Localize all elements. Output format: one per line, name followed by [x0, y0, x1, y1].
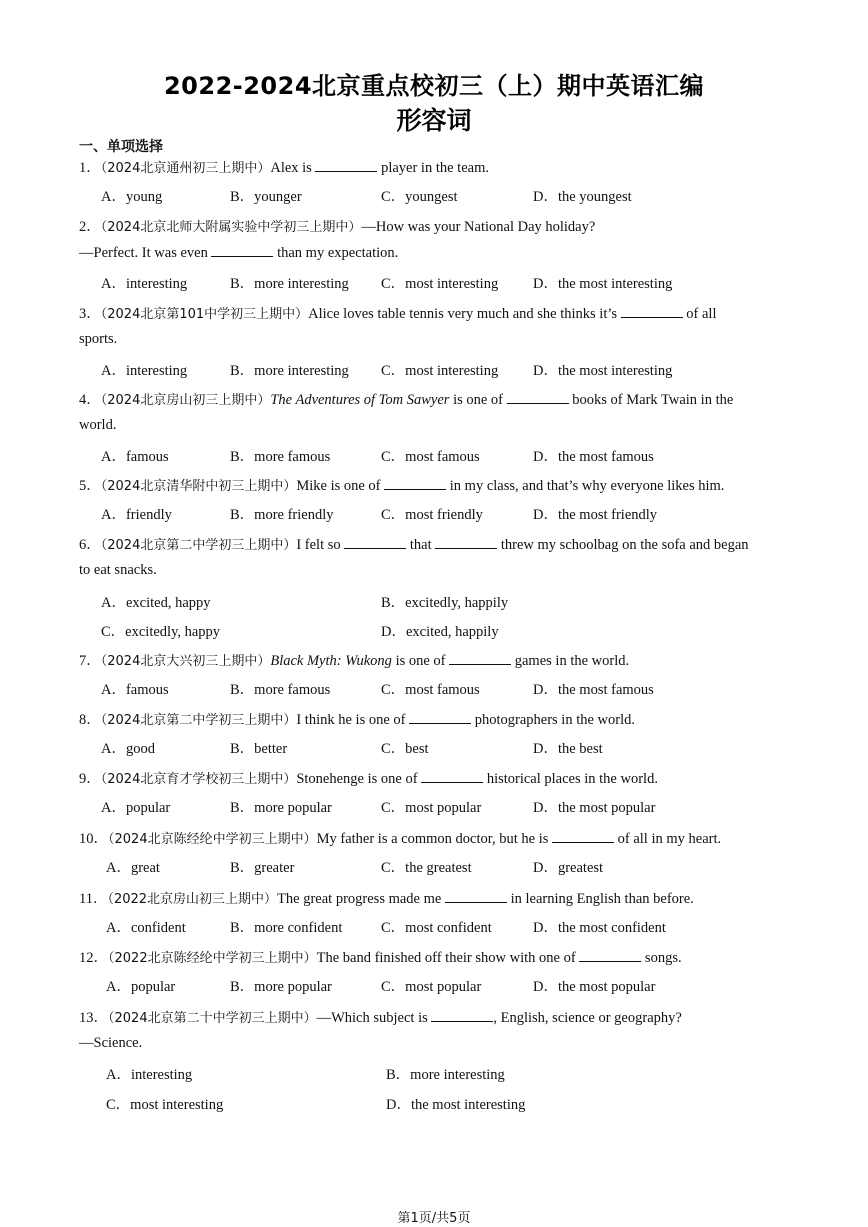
option-c[interactable]: C．most famous	[381, 449, 480, 465]
option-b[interactable]: B．greater	[230, 860, 295, 876]
question-text: sports.	[79, 331, 118, 347]
question-text: historical places in the world.	[483, 771, 658, 787]
answer-blank[interactable]	[621, 305, 683, 318]
question-text: is one of	[391, 653, 450, 669]
answer-blank[interactable]	[507, 391, 569, 404]
question-source: （2024北京通州初三上期中）	[100, 161, 271, 176]
option-a[interactable]: A．interesting	[101, 276, 188, 292]
question-7	[79, 649, 629, 670]
answer-blank[interactable]	[435, 536, 497, 549]
question-text: —Perfect. It was even	[79, 245, 212, 261]
question-continuation	[79, 331, 117, 348]
option-a[interactable]: A．famous	[101, 682, 169, 698]
option-b[interactable]: B．more interesting	[230, 363, 349, 379]
option-b[interactable]: B．more popular	[230, 979, 332, 995]
option-c[interactable]: C．most confident	[381, 920, 492, 936]
option-a[interactable]: A．good	[101, 741, 155, 757]
option-b[interactable]: B．excitedly, happily	[381, 595, 509, 611]
question-text: Alex is	[270, 160, 316, 176]
option-a[interactable]: A．interesting	[106, 1067, 193, 1083]
question-source: （2024北京北师大附属实验中学初三上期中）	[100, 220, 362, 235]
answer-blank[interactable]	[211, 244, 273, 257]
book-title: The Adventures of Tom Sawyer	[270, 392, 450, 408]
option-b[interactable]: B．more friendly	[230, 507, 334, 523]
question-text: —How was your National Day holiday?	[361, 219, 596, 235]
book-title: Black Myth: Wukong	[270, 653, 392, 669]
question-text: threw my schoolbag on the sofa and began	[497, 537, 749, 553]
section-heading: 一、单项选择	[79, 139, 163, 155]
question-source: （2024北京第二中学初三上期中）	[100, 713, 297, 728]
question-text: Alice loves table tennis very much and she thinks it’s	[308, 306, 621, 322]
option-c[interactable]: C．most famous	[381, 682, 480, 698]
document-title: 2022-2024北京重点校初三（上）期中英语汇编	[163, 72, 705, 100]
option-b[interactable]: B．more interesting	[230, 276, 349, 292]
answer-blank[interactable]	[409, 711, 471, 724]
option-d[interactable]: D．the most confident	[533, 920, 666, 936]
question-source: （2024北京清华附中初三上期中）	[100, 479, 297, 494]
question-2	[79, 215, 595, 236]
question-source: （2022北京陈经纶中学初三上期中）	[108, 951, 317, 966]
option-a[interactable]: A．famous	[101, 449, 169, 465]
question-text: Mike is one of	[296, 478, 385, 494]
option-a[interactable]: A．excited, happy	[101, 595, 211, 611]
question-source: （2024北京第二中学初三上期中）	[100, 538, 297, 553]
option-d[interactable]: D．the best	[533, 741, 603, 757]
answer-blank[interactable]	[421, 770, 483, 783]
question-text: —Science.	[79, 1035, 143, 1051]
option-c[interactable]: C．best	[381, 741, 429, 757]
question-text: in learning English than before.	[506, 891, 694, 907]
question-text: than my expectation.	[273, 245, 399, 261]
answer-blank[interactable]	[384, 477, 446, 490]
question-number: 3．	[79, 306, 101, 322]
question-text: player in the team.	[377, 160, 489, 176]
question-continuation	[79, 562, 157, 579]
option-c[interactable]: C．most popular	[381, 979, 482, 995]
question-continuation	[79, 417, 116, 434]
question-text: games in the world.	[511, 653, 630, 669]
question-8	[79, 708, 635, 729]
question-source: （2024北京大兴初三上期中）	[100, 654, 271, 669]
question-number: 2．	[79, 219, 101, 235]
question-text: to eat snacks.	[79, 562, 157, 578]
question-text: Stonehenge is one of	[296, 771, 422, 787]
answer-blank[interactable]	[315, 159, 377, 172]
option-b[interactable]: B．more interesting	[386, 1067, 505, 1083]
option-c[interactable]: C．the greatest	[381, 860, 472, 876]
answer-blank[interactable]	[431, 1009, 493, 1022]
option-d[interactable]: D．the most popular	[533, 979, 656, 995]
question-10	[79, 827, 721, 848]
question-number: 7．	[79, 653, 101, 669]
question-text: The band finished off their show with one of	[316, 950, 580, 966]
question-number: 1．	[79, 160, 101, 176]
question-text: I think he is one of	[296, 712, 410, 728]
option-a[interactable]: A．interesting	[101, 363, 188, 379]
option-d[interactable]: D．excited, happily	[381, 624, 499, 640]
option-c[interactable]: C．most interesting	[106, 1097, 224, 1113]
question-number: 5．	[79, 478, 101, 494]
option-c[interactable]: C．youngest	[381, 189, 458, 205]
option-b[interactable]: B．more famous	[230, 682, 331, 698]
question-number: 9．	[79, 771, 101, 787]
question-12	[79, 946, 682, 967]
option-c[interactable]: C．excitedly, happy	[101, 624, 221, 640]
option-c[interactable]: C．most interesting	[381, 363, 499, 379]
question-text: books of Mark Twain in the	[568, 392, 734, 408]
option-a[interactable]: A．young	[101, 189, 163, 205]
question-9	[79, 767, 658, 788]
option-d[interactable]: D．greatest	[533, 860, 604, 876]
question-number: 11．	[79, 891, 108, 907]
question-1	[79, 156, 489, 177]
question-text: —Which subject is	[316, 1010, 432, 1026]
question-source: （2024北京第二十中学初三上期中）	[108, 1011, 317, 1026]
question-text: is one of	[449, 392, 507, 408]
question-number: 6．	[79, 537, 101, 553]
option-a[interactable]: A．friendly	[101, 507, 172, 523]
document-subtitle: 形容词	[396, 106, 472, 135]
option-b[interactable]: B．better	[230, 741, 288, 757]
option-c[interactable]: C．most popular	[381, 800, 482, 816]
question-source: （2024北京第101中学初三上期中）	[100, 307, 309, 322]
question-13	[79, 1006, 682, 1027]
question-6	[79, 533, 749, 554]
question-number: 10．	[79, 831, 108, 847]
question-source: （2024北京陈经纶中学初三上期中）	[108, 832, 317, 847]
question-4	[79, 388, 733, 409]
question-text: that	[406, 537, 436, 553]
question-text: of all in my heart.	[614, 831, 722, 847]
question-text: in my class, and that’s why everyone likes him.	[446, 478, 725, 494]
answer-blank[interactable]	[552, 830, 614, 843]
question-text: of all	[682, 306, 717, 322]
option-d[interactable]: D．the youngest	[533, 189, 632, 205]
option-b[interactable]: B．more confident	[230, 920, 343, 936]
question-5	[79, 474, 724, 495]
question-text: My father is a common doctor, but he is	[316, 831, 552, 847]
option-d[interactable]: D．the most interesting	[533, 276, 673, 292]
option-c[interactable]: C．most interesting	[381, 276, 499, 292]
question-number: 8．	[79, 712, 101, 728]
answer-blank[interactable]	[344, 536, 406, 549]
question-source: （2024北京房山初三上期中）	[100, 393, 271, 408]
question-11	[79, 887, 694, 908]
option-d[interactable]: D．the most interesting	[386, 1097, 526, 1113]
option-d[interactable]: D．the most famous	[533, 682, 654, 698]
page-footer: 第1页/共5页	[397, 1211, 471, 1226]
option-d[interactable]: D．the most famous	[533, 449, 654, 465]
question-number: 4．	[79, 392, 101, 408]
question-text: world.	[79, 417, 117, 433]
question-source: （2022北京房山初三上期中）	[107, 892, 278, 907]
question-source: （2024北京育才学校初三上期中）	[100, 772, 297, 787]
question-text: The great progress made me	[277, 891, 445, 907]
answer-blank[interactable]	[579, 949, 641, 962]
question-text: I felt so	[296, 537, 345, 553]
option-a[interactable]: A．great	[106, 860, 160, 876]
question-text: photographers in the world.	[471, 712, 636, 728]
option-b[interactable]: B．more famous	[230, 449, 331, 465]
option-d[interactable]: D．the most interesting	[533, 363, 673, 379]
question-3	[79, 302, 716, 323]
question-number: 13．	[79, 1010, 108, 1026]
answer-blank[interactable]	[445, 890, 507, 903]
option-a[interactable]: A．confident	[106, 920, 186, 936]
option-a[interactable]: A．popular	[101, 800, 171, 816]
option-a[interactable]: A．popular	[106, 979, 176, 995]
question-number: 12．	[79, 950, 108, 966]
option-d[interactable]: D．the most friendly	[533, 507, 658, 523]
question-text: , English, science or geography?	[493, 1010, 682, 1026]
option-b[interactable]: B．younger	[230, 189, 302, 205]
option-d[interactable]: D．the most popular	[533, 800, 656, 816]
answer-blank[interactable]	[449, 652, 511, 665]
option-b[interactable]: B．more popular	[230, 800, 332, 816]
option-c[interactable]: C．most friendly	[381, 507, 483, 523]
question-continuation	[79, 244, 398, 262]
question-continuation	[79, 1035, 142, 1052]
question-text: songs.	[641, 950, 682, 966]
